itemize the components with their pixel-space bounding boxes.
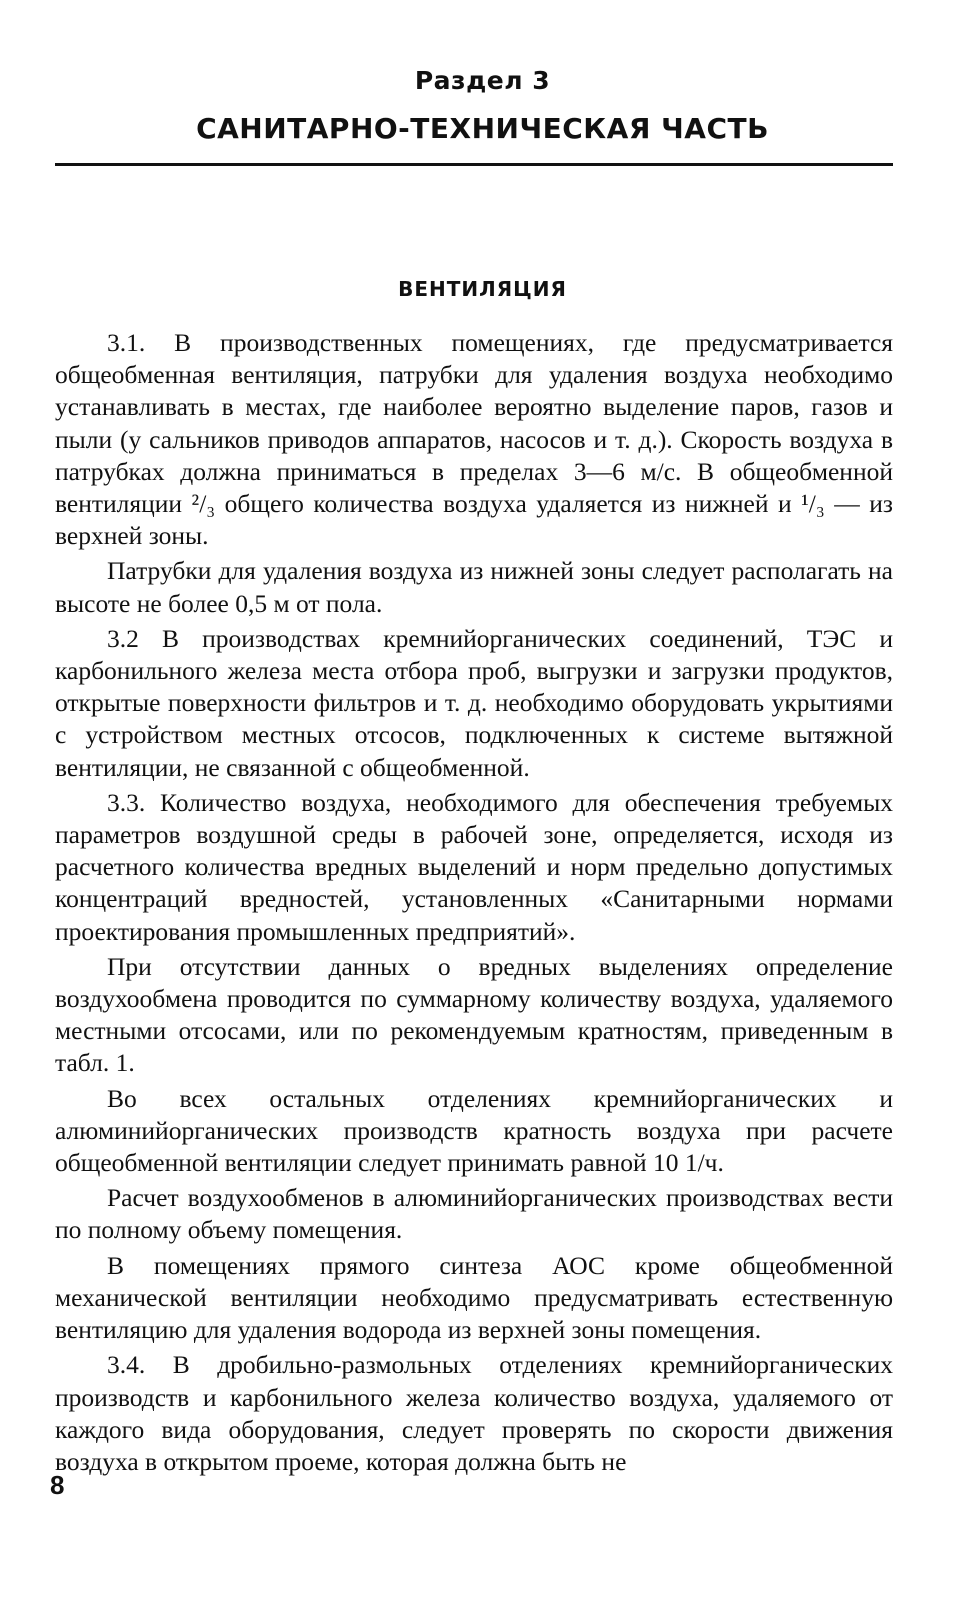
body-text [55, 327, 893, 1481]
paragraph-3-4: 3.4. В дробильно-размольных отделениях кремнийорганических производств и карбонильного железа количество воздуха, удаляемого от каждого вида оборудования, следует проверять по скорости движения воздуха в открытом проеме, которая должна быть не [55, 1350, 893, 1476]
subsection-heading: ВЕНТИЛЯЦИЯ [398, 277, 567, 301]
page-number: 8 [50, 1470, 65, 1500]
paragraph-3-3: 3.3. Количество воздуха, необходимого для обеспечения требуемых параметров воздушной среды в рабочей зоне, определяется, исходя из расчетного количества вредных выделений и норм предельно допустимых концентраций вредностей, установленных «Санитарными нормами проектирования промышленных предприятий». [55, 787, 893, 946]
header-divider [55, 163, 893, 166]
paragraph-3-2: 3.2 В производствах кремнийорганических соединений, ТЭС и карбонильного железа места отбора проб, выгрузки и загрузки продуктов, открытые поверхности фильтров и т. д. необходимо оборудовать укрытиями с устройством местных отсосов, подключенных к системе вытяжной вентиляции, не связанной с общеобменной. [55, 623, 893, 782]
paragraph-outlets-height: Патрубки для удаления воздуха из нижней зоны следует располагать на высоте не более 0,5 м от пола. [55, 556, 893, 618]
paragraph-aluminum-calculation: Расчет воздухообменов в алюминийорганических производствах вести по полному объему помещения. [55, 1183, 893, 1245]
section-title: САНИТАРНО-ТЕХНИЧЕСКАЯ ЧАСТЬ [196, 112, 769, 145]
section-label: Раздел 3 [414, 66, 551, 95]
paragraph-other-departments: Во всех остальных отделениях кремнийорганических и алюминийорганических производств кратность воздуха при расчете общеобменной вентиляции следует принимать равной 10 1/ч. [55, 1083, 893, 1178]
paragraph-3-1: 3.1. В производственных помещениях, где предусматривается общеобменная вентиляция, патрубки для удаления воздуха необходимо устанавливать в местах, где наиболее вероятно выделение паров, газов и пыли (у сальников приводов аппаратов, насосов и т. д.). Скорость воздуха в патрубках должна приниматься в пределах 3—6 м/с. В общеобменной вентиляции ²/₃ общего количества воздуха удаляется из нижней и ¹/₃ — из верхней зоны. [55, 328, 893, 551]
paragraph-aos-synthesis: В помещениях прямого синтеза АОС кроме общеобменной механической вентиляции необходимо предусматривать естественную вентиляцию для удаления водорода из верхней зоны помещения. [55, 1250, 893, 1345]
paragraph-air-exchange: При отсутствии данных о вредных выделениях определение воздухообмена проводится по суммарному количеству воздуха, удаляемого местными отсосами, или по рекомендуемым кратностям, приведенным в табл. 1. [55, 951, 893, 1078]
